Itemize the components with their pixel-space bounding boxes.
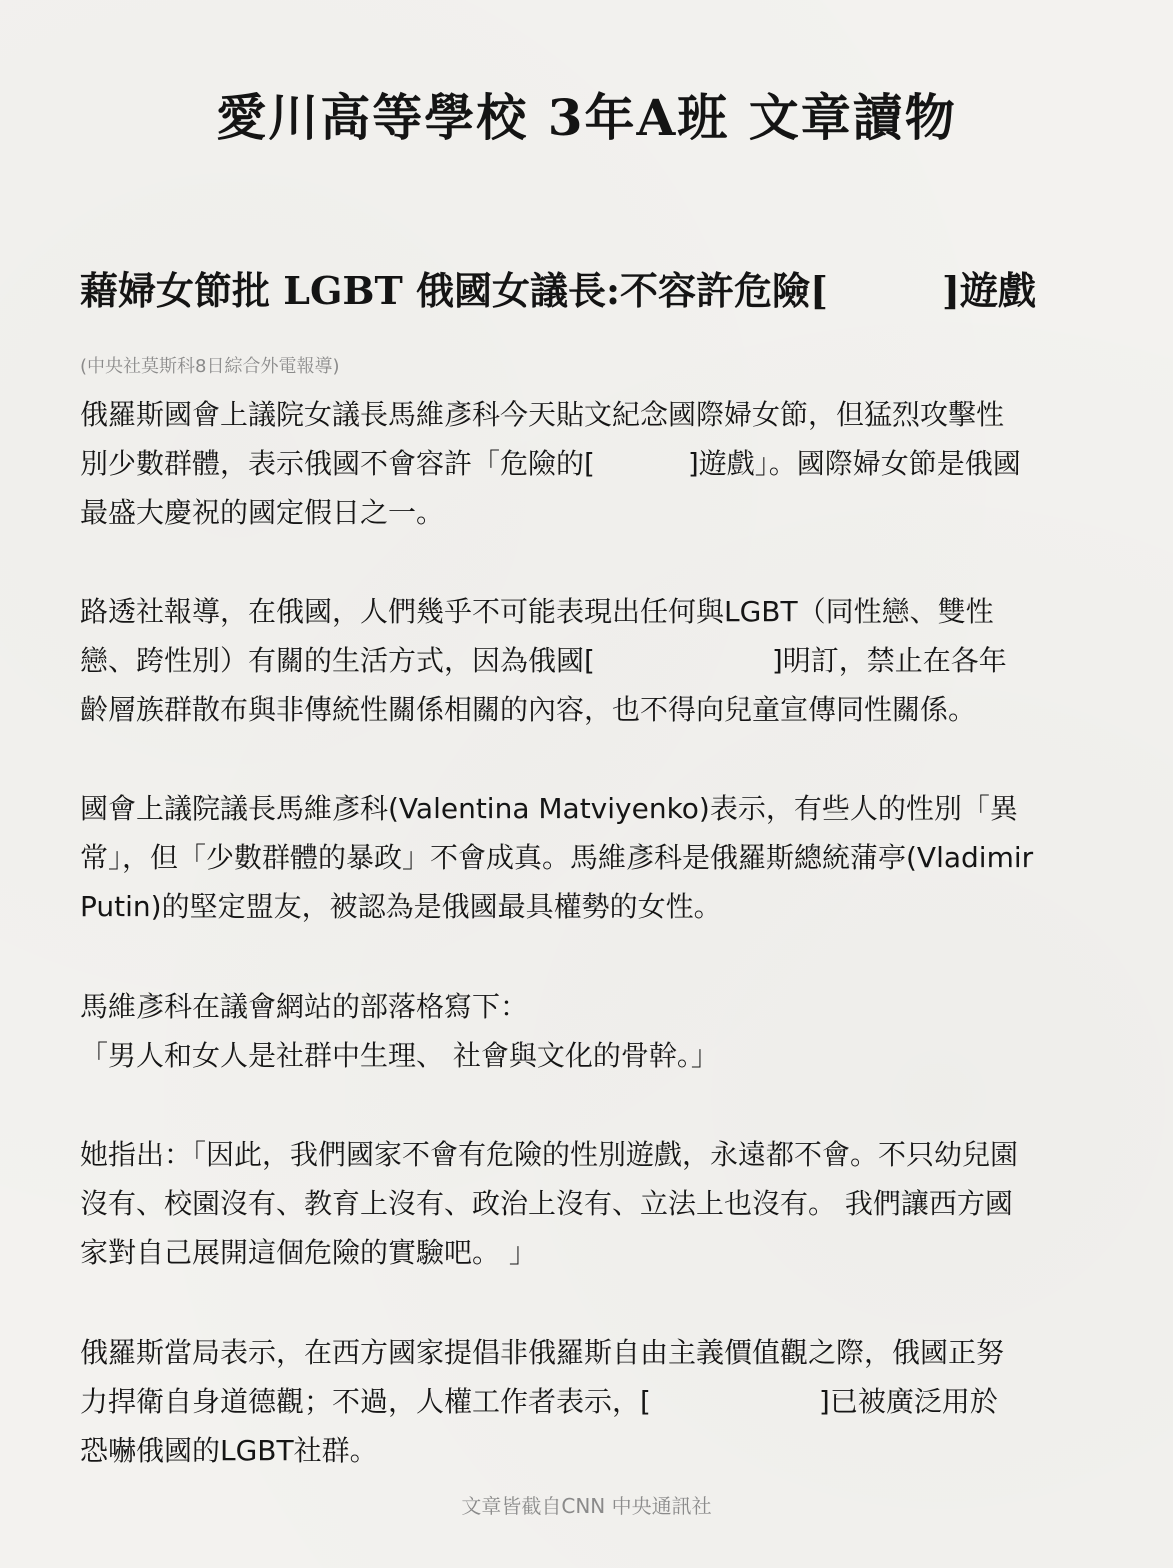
paragraph-line: 最盛大慶祝的國定假日之一。 [80,496,445,529]
paragraph-line: 家對自己展開這個危險的實驗吧。 」 [80,1236,537,1269]
paragraph-line: 路透社報導，在俄國，人們幾乎不可能表現出任何與LGBT（同性戀、雙性 [80,595,994,628]
footer-credit: 文章皆截自CNN 中央通訊社 [461,1494,712,1518]
paragraph-1 [80,390,1120,537]
paragraph-5 [80,1130,1120,1277]
paragraph-line: 別少數群體，表示俄國不會容許「危險的[ ]遊戲」。國際婦女節是俄國 [80,447,1021,480]
paragraph-4 [80,982,1120,1080]
paragraph-line: 國會上議院議長馬維彥科(Valentina Matviyenko)表示，有些人的性別「異 [80,792,1018,825]
paragraph-3 [80,784,1120,931]
article-headline: 藉婦女節批 LGBT 俄國女議長:不容許危險[ ]遊戲 [80,268,1037,313]
paragraph-line: 力捍衛自身道德觀；不過，人權工作者表示，[ ]已被廣泛用於 [80,1385,998,1418]
paragraph-line: 戀、跨性別）有關的生活方式，因為俄國[ ]明訂，禁止在各年 [80,644,1007,677]
paragraph-line: 她指出：「因此，我們國家不會有危險的性別遊戲，永遠都不會。不只幼兒園 [80,1138,1019,1171]
paragraph-line: 沒有、校園沒有、教育上沒有、政治上沒有、立法上也沒有。 我們讓西方國 [80,1187,1013,1220]
paragraph-line: 俄羅斯當局表示，在西方國家提倡非俄羅斯自由主義價值觀之際，俄國正努 [80,1336,1005,1369]
paragraph-line: 常」，但「少數群體的暴政」不會成真。馬維彥科是俄羅斯總統蒲亭(Vladimir [80,841,1034,874]
paragraph-line: 俄羅斯國會上議院女議長馬維彥科今天貼文紀念國際婦女節，但猛烈攻擊性 [80,398,1005,431]
paragraph-line: Putin)的堅定盟友，被認為是俄國最具權勢的女性。 [80,890,722,923]
article-source: (中央社莫斯科8日綜合外電報導) [80,356,340,377]
paragraph-line: 馬維彥科在議會網站的部落格寫下： [80,990,529,1023]
paragraph-6 [80,1328,1120,1475]
paragraph-line: 齡層族群散布與非傳統性關係相關的內容，也不得向兒童宣傳同性關係。 [80,693,977,726]
page-title: 愛川高等學校 3年A班 文章讀物 [216,88,957,147]
paragraph-line: 恐嚇俄國的LGBT社群。 [80,1434,378,1467]
paragraph-line: 「男人和女人是社群中生理、 社會與文化的骨幹。」 [80,1039,719,1072]
paragraph-2 [80,587,1120,734]
